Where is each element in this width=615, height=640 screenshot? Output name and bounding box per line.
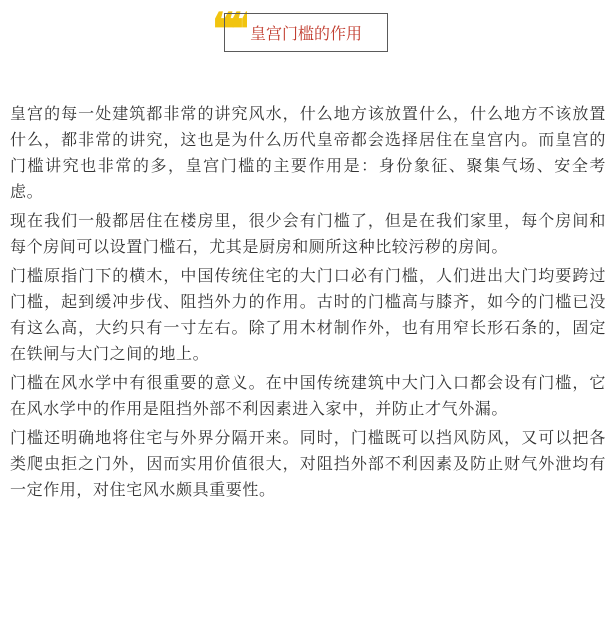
paragraph-2: 现在我们一般都居住在楼房里，很少会有门槛了，但是在我们家里，每个房间和每个房间可以设置门槛石，尤其是厨房和厕所这种比较污秽的房间。: [10, 211, 606, 256]
title-box: [224, 13, 388, 52]
article-body: [10, 101, 606, 506]
paragraph-5: 门槛还明确地将住宅与外界分隔开来。同时，门槛既可以挡风防风，又可以把各类爬虫拒之门外，因而实用价值很大，对阻挡外部不利因素及防止财气外泄均有一定作用，对住宅风水颇具重要性。: [10, 428, 606, 499]
paragraph-3: 门槛原指门下的横木，中国传统住宅的大门口必有门槛，人们进出大门均要跨过门槛，起到缓冲步伐、阻挡外力的作用。古时的门槛高与膝齐，如今的门槛已没有这么高，大约只有一寸左右。除了用木材制作外，也有用窄长形石条的，固定在铁闸与大门之间的地上。: [10, 266, 606, 363]
page-title: 皇宫门槛的作用: [249, 24, 362, 43]
paragraph-4: 门槛在风水学中有很重要的意义。在中国传统建筑中大门入口都会设有门槛，它在风水学中的作用是阻挡外部不利因素进入家中，并防止才气外漏。: [10, 373, 606, 418]
quote-icon: ❝❝: [212, 8, 248, 38]
paragraph-1: 皇宫的每一处建筑都非常的讲究风水，什么地方该放置什么，什么地方不该放置什么，都非常的讲究，这也是为什么历代皇帝都会选择居住在皇宫内。而皇宫的门槛讲究也非常的多，皇宫门槛的主要作用是：身份象征、聚集气场、安全考虑。: [10, 104, 606, 201]
